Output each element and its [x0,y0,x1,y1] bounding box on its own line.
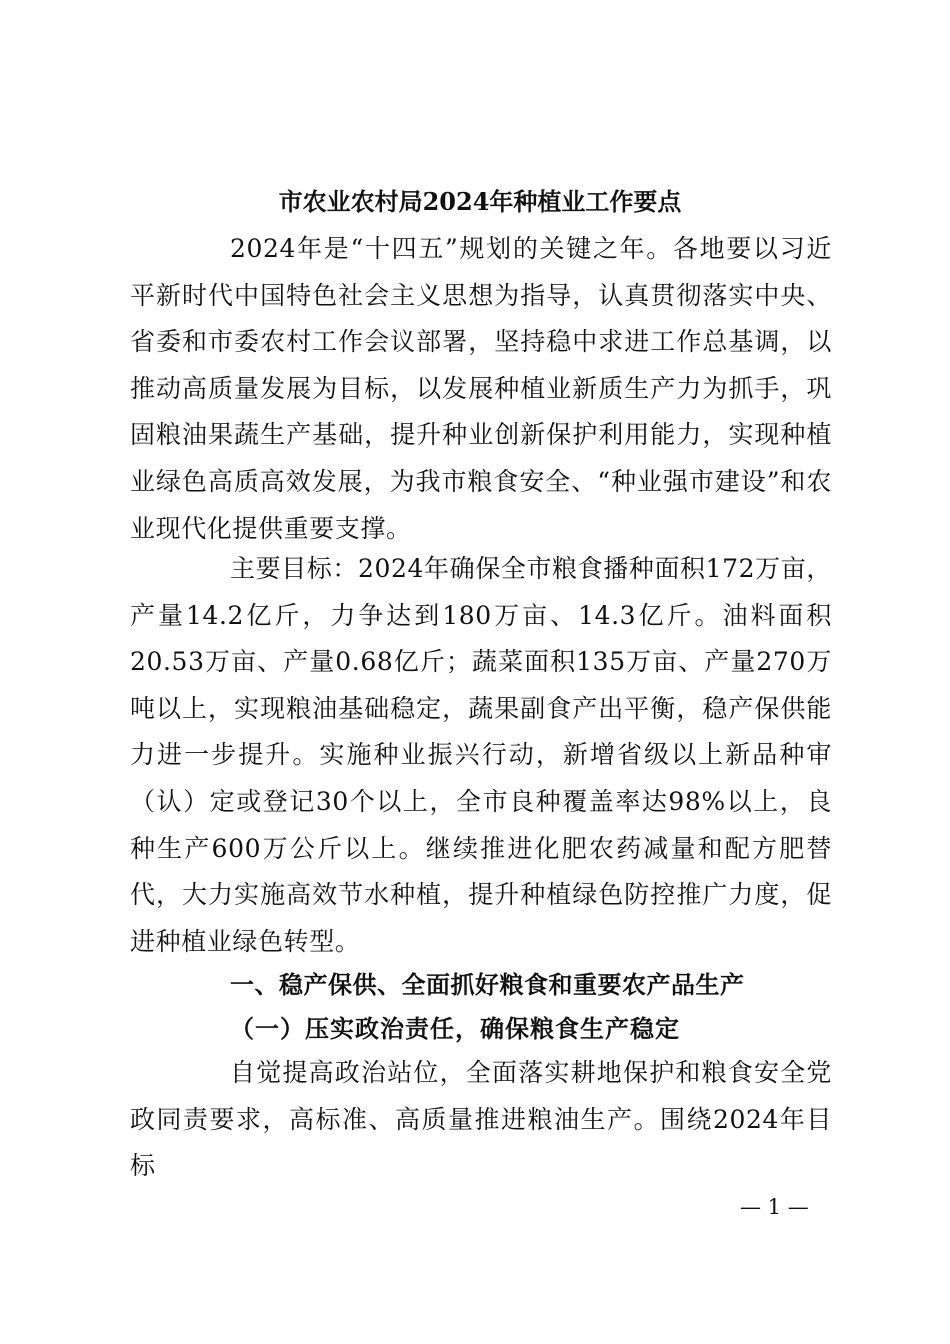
subsection-paragraph: 自觉提高政治站位，全面落实耕地保护和粮食安全党政同责要求，高标准、高质量推进粮油生产。围绕2024年目标 [130,1058,832,1181]
main-goals-paragraph: 主要目标：2024年确保全市粮食播种面积172万亩，产量14.2亿斤，力争达到180万亩、14.3亿斤。油料面积20.53万亩、产量0.68亿斤；蔬菜面积135万亩、产量270万吨以上，实现粮油基础稳定，蔬果副食产出平衡，稳产保供能力进一步提升。实施种业振兴行动，新增省级以上新品种审（认）定或登记30个以上，全市良种覆盖率达98%以上，良种生产600万公斤以上。继续推进化肥农药减量和配方肥替代，大力实施高效节水种植，提升种植绿色防控推广力度，促进种植业绿色转型。 [130,554,832,956]
page-number: — 1 — [740,1195,809,1219]
document-title: 市农业农村局2024年种植业工作要点 [278,187,682,216]
section-heading: 一、稳产保供、全面抓好粮食和重要农产品生产 [230,971,745,999]
intro-paragraph: 2024年是“十四五”规划的关键之年。各地要以习近平新时代中国特色社会主义思想为指导，认真贯彻落实中央、省委和市委农村工作会议部署，坚持稳中求进工作总基调，以推动高质量发展为目标，以发展种植业新质生产力为抓手，巩固粮油果蔬生产基础，提升种业创新保护利用能力，实现种植业绿色高质高效发展，为我市粮食安全、“种业强市建设”和农业现代化提供重要支撑。 [130,234,832,543]
subsection-heading: （一）压实政治责任，确保粮食生产稳定 [230,1014,680,1043]
